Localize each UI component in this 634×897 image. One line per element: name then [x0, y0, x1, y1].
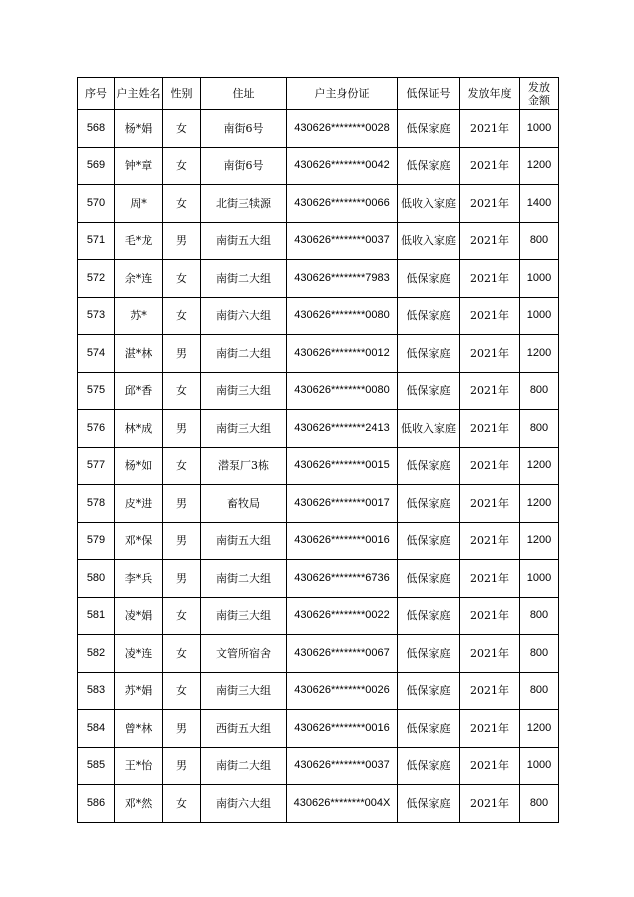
cell-seq: 574: [78, 335, 115, 373]
cell-seq: 581: [78, 597, 115, 635]
header-amount-line1: 发放: [528, 80, 550, 94]
cell-cert-no: 低收入家庭: [398, 410, 460, 448]
cell-gender: 女: [163, 372, 201, 410]
table-row: [78, 672, 559, 710]
cell-cert-no: 低保家庭: [398, 260, 460, 298]
cell-cert-no: 低保家庭: [398, 147, 460, 185]
cell-name: 余*连: [115, 260, 163, 298]
cell-id-card: 430626********0080: [287, 297, 398, 335]
cell-cert-no: 低保家庭: [398, 522, 460, 560]
cell-gender: 男: [163, 335, 201, 373]
cell-amount: 800: [520, 410, 559, 448]
cell-cert-no: 低保家庭: [398, 372, 460, 410]
cell-name: 凌*连: [115, 635, 163, 673]
table-row: [78, 147, 559, 185]
cell-gender: 女: [163, 447, 201, 485]
cell-id-card: 430626********0022: [287, 597, 398, 635]
header-gender: 性别: [163, 78, 201, 110]
table-row: [78, 635, 559, 673]
cell-gender: 男: [163, 485, 201, 523]
cell-name: 邓*然: [115, 785, 163, 823]
cell-address: 南街五大组: [201, 522, 287, 560]
table-row: [78, 597, 559, 635]
cell-year: 2021年: [460, 335, 520, 373]
cell-gender: 女: [163, 185, 201, 223]
table-body: [78, 110, 559, 823]
cell-id-card: 430626********0016: [287, 710, 398, 748]
table-row: [78, 410, 559, 448]
cell-name: 湛*林: [115, 335, 163, 373]
header-seq: 序号: [78, 78, 115, 110]
cell-cert-no: 低保家庭: [398, 110, 460, 148]
cell-amount: 1400: [520, 185, 559, 223]
cell-id-card: 430626********2413: [287, 410, 398, 448]
cell-seq: 575: [78, 372, 115, 410]
cell-year: 2021年: [460, 747, 520, 785]
table-row: [78, 335, 559, 373]
cell-amount: 800: [520, 222, 559, 260]
cell-gender: 男: [163, 710, 201, 748]
cell-amount: 800: [520, 785, 559, 823]
cell-amount: 1200: [520, 522, 559, 560]
cell-seq: 577: [78, 447, 115, 485]
table-row: [78, 222, 559, 260]
table-row: [78, 710, 559, 748]
cell-amount: 800: [520, 635, 559, 673]
cell-year: 2021年: [460, 522, 520, 560]
cell-id-card: 430626********0067: [287, 635, 398, 673]
cell-year: 2021年: [460, 597, 520, 635]
cell-year: 2021年: [460, 222, 520, 260]
cell-id-card: 430626********0066: [287, 185, 398, 223]
cell-year: 2021年: [460, 485, 520, 523]
cell-seq: 584: [78, 710, 115, 748]
cell-name: 凌*娟: [115, 597, 163, 635]
cell-gender: 女: [163, 785, 201, 823]
cell-seq: 576: [78, 410, 115, 448]
cell-amount: 1000: [520, 560, 559, 598]
cell-id-card: 430626********0080: [287, 372, 398, 410]
table-row: [78, 110, 559, 148]
cell-gender: 女: [163, 147, 201, 185]
cell-gender: 男: [163, 747, 201, 785]
cell-seq: 573: [78, 297, 115, 335]
table-row: [78, 522, 559, 560]
header-id-card: 户主身份证: [287, 78, 398, 110]
cell-amount: 1000: [520, 110, 559, 148]
cell-id-card: 430626********0037: [287, 747, 398, 785]
cell-amount: 800: [520, 597, 559, 635]
cell-address: 北街三犊源: [201, 185, 287, 223]
cell-name: 苏*娟: [115, 672, 163, 710]
cell-name: 杨*娟: [115, 110, 163, 148]
cell-id-card: 430626********0016: [287, 522, 398, 560]
cell-year: 2021年: [460, 297, 520, 335]
cell-address: 南街六大组: [201, 297, 287, 335]
cell-seq: 572: [78, 260, 115, 298]
cell-name: 林*成: [115, 410, 163, 448]
cell-cert-no: 低保家庭: [398, 597, 460, 635]
cell-name: 邱*香: [115, 372, 163, 410]
cell-address: 南街6号: [201, 147, 287, 185]
table-row: [78, 747, 559, 785]
cell-address: 文管所宿舍: [201, 635, 287, 673]
cell-gender: 女: [163, 635, 201, 673]
cell-id-card: 430626********7983: [287, 260, 398, 298]
header-cert-no: 低保证号: [398, 78, 460, 110]
cell-cert-no: 低保家庭: [398, 785, 460, 823]
cell-amount: 1200: [520, 447, 559, 485]
cell-id-card: 430626********0037: [287, 222, 398, 260]
table-row: [78, 297, 559, 335]
header-row: [78, 78, 559, 110]
table-row: [78, 485, 559, 523]
cell-cert-no: 低保家庭: [398, 485, 460, 523]
cell-amount: 800: [520, 672, 559, 710]
cell-gender: 女: [163, 260, 201, 298]
cell-cert-no: 低保家庭: [398, 335, 460, 373]
cell-year: 2021年: [460, 785, 520, 823]
cell-amount: 1200: [520, 335, 559, 373]
cell-year: 2021年: [460, 185, 520, 223]
cell-amount: 1000: [520, 747, 559, 785]
cell-amount: 800: [520, 372, 559, 410]
cell-id-card: 430626********004X: [287, 785, 398, 823]
cell-cert-no: 低保家庭: [398, 635, 460, 673]
cell-address: 南街三大组: [201, 372, 287, 410]
cell-id-card: 430626********0015: [287, 447, 398, 485]
cell-seq: 585: [78, 747, 115, 785]
header-year: 发放年度: [460, 78, 520, 110]
cell-name: 钟*章: [115, 147, 163, 185]
cell-address: 潜泵厂3栋: [201, 447, 287, 485]
cell-name: 李*兵: [115, 560, 163, 598]
cell-year: 2021年: [460, 672, 520, 710]
cell-name: 曾*林: [115, 710, 163, 748]
cell-id-card: 430626********0028: [287, 110, 398, 148]
cell-name: 皮*进: [115, 485, 163, 523]
table-row: [78, 260, 559, 298]
cell-address: 南街六大组: [201, 785, 287, 823]
cell-seq: 571: [78, 222, 115, 260]
cell-year: 2021年: [460, 260, 520, 298]
cell-address: 西街五大组: [201, 710, 287, 748]
header-amount: [520, 78, 559, 110]
cell-address: 南街二大组: [201, 747, 287, 785]
cell-year: 2021年: [460, 447, 520, 485]
cell-gender: 女: [163, 297, 201, 335]
cell-name: 邓*保: [115, 522, 163, 560]
cell-seq: 568: [78, 110, 115, 148]
cell-name: 毛*龙: [115, 222, 163, 260]
cell-id-card: 430626********0042: [287, 147, 398, 185]
cell-address: 南街五大组: [201, 222, 287, 260]
cell-address: 南街二大组: [201, 260, 287, 298]
cell-id-card: 430626********0017: [287, 485, 398, 523]
cell-seq: 583: [78, 672, 115, 710]
relief-roster-table: [77, 77, 559, 823]
cell-gender: 男: [163, 222, 201, 260]
cell-seq: 570: [78, 185, 115, 223]
cell-cert-no: 低保家庭: [398, 297, 460, 335]
cell-amount: 1200: [520, 485, 559, 523]
header-name: 户主姓名: [115, 78, 163, 110]
cell-name: 杨*如: [115, 447, 163, 485]
table-row: [78, 560, 559, 598]
cell-cert-no: 低保家庭: [398, 710, 460, 748]
cell-seq: 579: [78, 522, 115, 560]
cell-address: 南街三大组: [201, 597, 287, 635]
cell-gender: 女: [163, 672, 201, 710]
cell-gender: 男: [163, 522, 201, 560]
cell-year: 2021年: [460, 560, 520, 598]
cell-address: 南街三大组: [201, 672, 287, 710]
table-row: [78, 785, 559, 823]
cell-amount: 1200: [520, 147, 559, 185]
cell-address: 畜牧局: [201, 485, 287, 523]
cell-name: 王*怡: [115, 747, 163, 785]
cell-seq: 580: [78, 560, 115, 598]
cell-year: 2021年: [460, 110, 520, 148]
cell-name: 苏*: [115, 297, 163, 335]
cell-id-card: 430626********0026: [287, 672, 398, 710]
cell-gender: 女: [163, 110, 201, 148]
cell-amount: 1200: [520, 710, 559, 748]
header-amount-line2: 金额: [528, 93, 550, 107]
cell-cert-no: 低收入家庭: [398, 185, 460, 223]
cell-address: 南街二大组: [201, 335, 287, 373]
cell-year: 2021年: [460, 710, 520, 748]
cell-cert-no: 低保家庭: [398, 447, 460, 485]
table-row: [78, 185, 559, 223]
table-row: [78, 372, 559, 410]
cell-gender: 女: [163, 597, 201, 635]
cell-cert-no: 低保家庭: [398, 560, 460, 598]
cell-id-card: 430626********6736: [287, 560, 398, 598]
header-address: 住址: [201, 78, 287, 110]
cell-address: 南街6号: [201, 110, 287, 148]
cell-gender: 男: [163, 410, 201, 448]
cell-year: 2021年: [460, 147, 520, 185]
cell-name: 周*: [115, 185, 163, 223]
cell-year: 2021年: [460, 635, 520, 673]
cell-seq: 586: [78, 785, 115, 823]
cell-amount: 1000: [520, 260, 559, 298]
cell-gender: 男: [163, 560, 201, 598]
cell-year: 2021年: [460, 372, 520, 410]
cell-seq: 578: [78, 485, 115, 523]
table-row: [78, 447, 559, 485]
cell-seq: 582: [78, 635, 115, 673]
cell-seq: 569: [78, 147, 115, 185]
cell-year: 2021年: [460, 410, 520, 448]
cell-amount: 1000: [520, 297, 559, 335]
cell-cert-no: 低收入家庭: [398, 222, 460, 260]
cell-id-card: 430626********0012: [287, 335, 398, 373]
cell-cert-no: 低保家庭: [398, 747, 460, 785]
cell-cert-no: 低保家庭: [398, 672, 460, 710]
cell-address: 南街三大组: [201, 410, 287, 448]
cell-address: 南街二大组: [201, 560, 287, 598]
